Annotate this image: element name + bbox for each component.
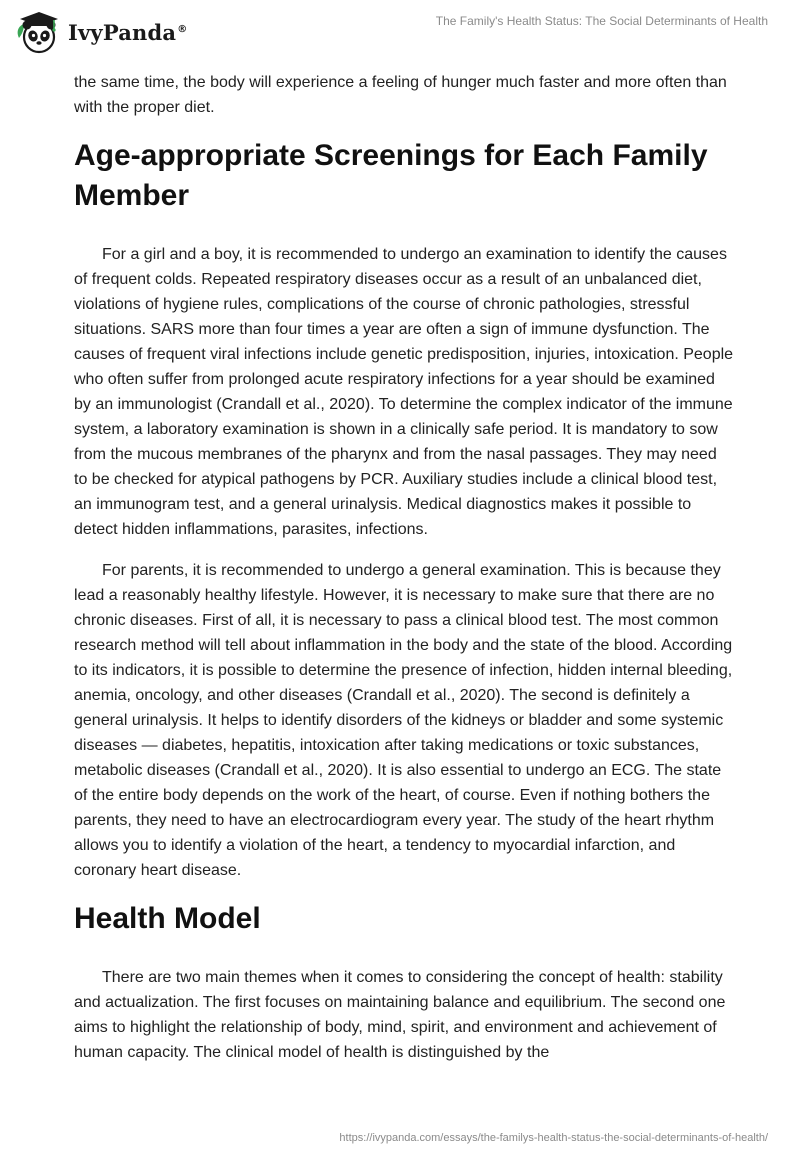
ivypanda-logo-link[interactable] <box>14 8 187 56</box>
paragraph-parents-screening: For parents, it is recommended to undergo a general examination. This is because they lead a reasonably healthy lifestyle. However, it is necessary to make sure that there are no chronic diseases. First of all, it is necessary to pass a clinical blood test. The most common research method will tell about inflammation in the body and the state of the blood. According to its indicators, it is possible to determine the presence of infection, hidden internal bleeding, anemia, oncology, and other diseases (Crandall et al., 2020). The second is definitely a general urinalysis. It helps to identify disorders of the kidneys or bladder and some systemic diseases — diabetes, hepatitis, intoxication after taking medications or toxic substances, metabolic diseases (Crandall et al., 2020). It is also essential to undergo an ECG. The state of the entire body depends on the work of the heart, of course. Even if nothing bothers the parents, they need to have an electrocardiogram every year. The study of the heart rhythm allows you to identify a violation of the heart, a tendency to myocardial infarction, and coronary heart disease. <box>74 562 733 879</box>
panda-graduation-cap-icon <box>14 8 62 56</box>
registered-mark: ® <box>177 23 188 35</box>
paragraph-health-model: There are two main themes when it comes to considering the concept of health: stability and actualization. The first focuses on maintaining balance and equilibrium. The second one aims to highlight the relationship of body, mind, spirit, and environment and achievement of human capacity. The clinical model of health is distinguished by the <box>74 969 726 1061</box>
intro-paragraph: the same time, the body will experience a feeling of hunger much faster and more often than with the proper diet. <box>74 74 727 116</box>
source-url-link[interactable]: https://ivypanda.com/essays/the-familys-health-status-the-social-determinants-of-health/ <box>339 1132 768 1144</box>
section-heading-screenings: Age-appropriate Screenings for Each Family Member <box>74 139 708 212</box>
paragraph-children-screening: For a girl and a boy, it is recommended to undergo an examination to identify the causes of frequent colds. Repeated respiratory diseases occur as a result of an unbalanced diet, violations of hygiene rules, complications of the course of chronic pathologies, stressful situations. SARS more than four times a year are often a sign of immune dysfunction. The causes of frequent viral infections include genetic predisposition, injuries, intoxication. People who often suffer from prolonged acute respiratory infections for a year should be examined by an immunologist (Crandall et al., 2020). To determine the complex indicator of the immune system, a laboratory examination is shown in a clinically safe period. It is mandatory to sow from the mucous membranes of the pharynx and from the nasal passages. They may need to be checked for atypical pathogens by PCR. Auxiliary studies include a clinical blood test, an immunogram test, and a general urinalysis. Medical diagnostics makes it possible to detect hidden inflammations, parasites, infections. <box>74 246 734 538</box>
brand-name: IvyPanda® <box>68 19 188 45</box>
section-heading-health-model: Health Model <box>74 902 261 935</box>
page-header <box>0 0 800 62</box>
document-title: The Family's Health Status: The Social Determinants of Health <box>435 14 768 28</box>
essay-body <box>74 70 734 1081</box>
